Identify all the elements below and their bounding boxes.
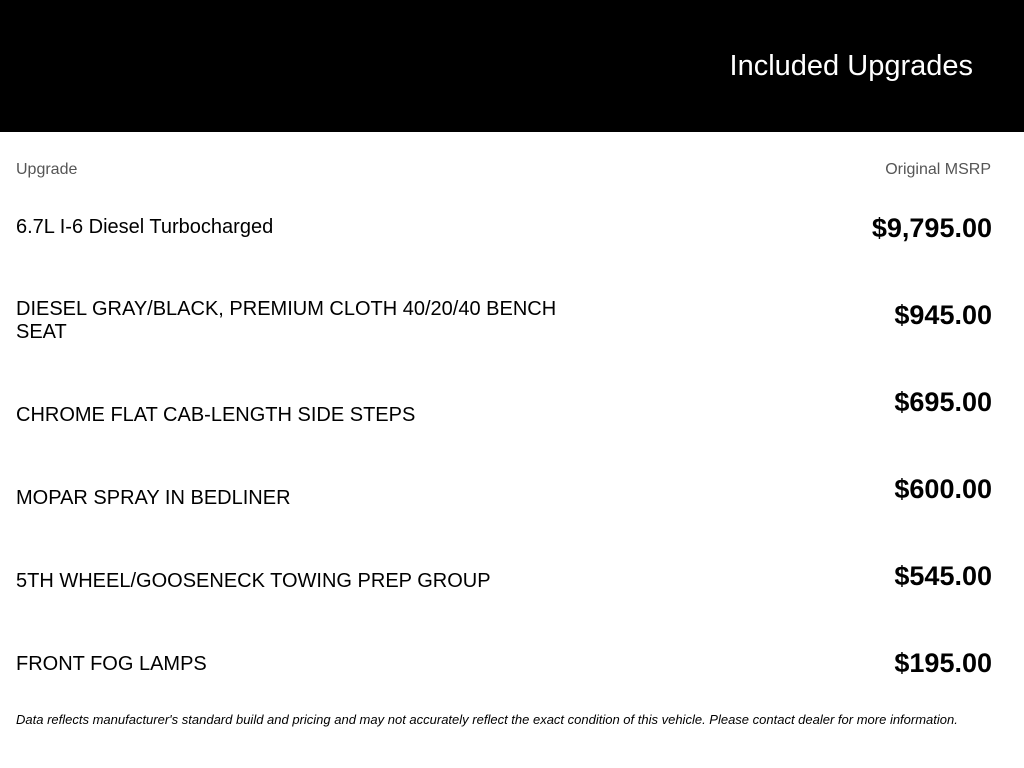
header-bar [0, 0, 1024, 132]
upgrade-name: FRONT FOG LAMPS [16, 653, 207, 675]
upgrade-name: MOPAR SPRAY IN BEDLINER [16, 487, 291, 509]
upgrade-price: $695.00 [894, 387, 992, 417]
upgrade-price: $9,795.00 [871, 213, 992, 243]
upgrade-name: 5TH WHEEL/GOOSENECK TOWING PREP GROUP [16, 570, 491, 592]
disclaimer-text: Data reflects manufacturer's standard build and pricing and may not accurately reflect the exact condition of this vehicle. Please contact dealer for more information. [16, 712, 958, 727]
column-header-msrp: Original MSRP [885, 161, 991, 178]
upgrade-price: $600.00 [894, 474, 992, 504]
upgrade-name: CHROME FLAT CAB-LENGTH SIDE STEPS [16, 404, 416, 426]
upgrade-name: DIESEL GRAY/BLACK, PREMIUM CLOTH 40/20/40 BENCH SEAT [16, 298, 557, 343]
upgrade-price: $945.00 [894, 300, 992, 330]
column-header-upgrade: Upgrade [16, 161, 78, 178]
upgrade-price: $195.00 [894, 648, 992, 678]
upgrade-name: 6.7L I-6 Diesel Turbocharged [16, 216, 274, 238]
upgrade-price: $545.00 [894, 561, 992, 591]
page-title: Included Upgrades [729, 50, 973, 82]
